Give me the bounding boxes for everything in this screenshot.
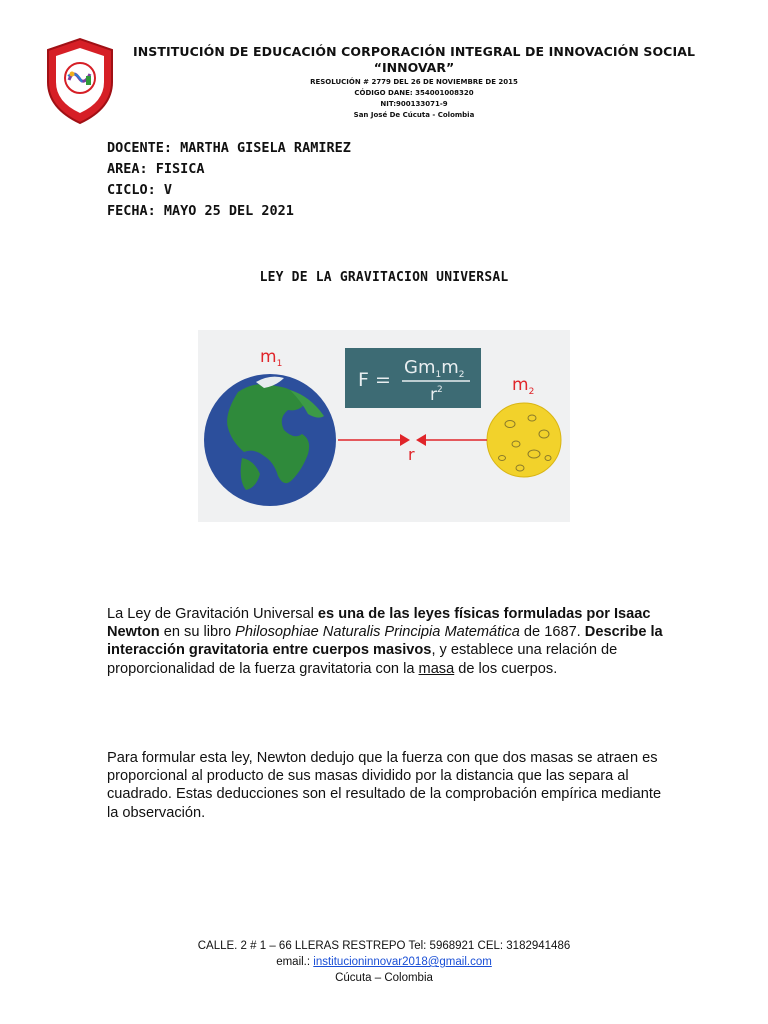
ciclo-line: CICLO: V [107, 182, 173, 198]
footer-email-line: email.: institucioninnovar2018@gmail.com [276, 956, 492, 968]
formula-lhs: F = [358, 369, 391, 391]
institution-logo [42, 36, 118, 126]
docente-line: DOCENTE: MARTHA GISELA RAMIREZ [107, 140, 351, 156]
paragraph-intro: La Ley de Gravitación Universal es una de las leyes físicas formuladas por Isaac Newton en su libro Philosophiae Naturalis Principia Matemática de 1687. Describe la interacción gravitatoria entre cuerpos masivos, y establece una relación de proporcionalidad de la fuerza gravitatoria con la masa de los cuerpos. [107, 606, 663, 677]
paragraph-deduction: Para formular esta ley, Newton dedujo que la fuerza con que dos masas se atraen es proporcional al producto de sus masas dividido por la distancia que las separa al cuadrado. Estas deducciones son el resultado de la comprobación empírica mediante la observación. [107, 750, 662, 821]
document-meta [107, 138, 351, 222]
force-arrows [338, 434, 487, 464]
gravitation-figure [198, 330, 570, 522]
footer-city: Cúcuta – Colombia [335, 972, 433, 984]
earth-illustration [204, 374, 336, 506]
institution-header [130, 44, 698, 121]
formula-numerator: $Gm_1m_2$ [404, 357, 465, 380]
formula-denominator: $r^2$ [430, 385, 443, 405]
mass1-label: $m_1$ [260, 347, 283, 369]
institution-name: INSTITUCIÓN DE EDUCACIÓN CORPORACIÓN INTEGRAL DE INNOVACIÓN SOCIAL [132, 44, 696, 59]
nit-text: NIT:900133071-9 [380, 100, 448, 108]
mass2-label: $m_2$ [512, 375, 535, 397]
formula-box [345, 348, 481, 408]
dane-code: CÓDIGO DANE: 354001008320 [354, 89, 474, 97]
page-footer [0, 938, 768, 986]
document-title: LEY DE LA GRAVITACION UNIVERSAL [259, 270, 509, 285]
moon-illustration [487, 403, 561, 477]
masa-link[interactable]: masa [418, 660, 455, 677]
fecha-line: FECHA: MAYO 25 DEL 2021 [107, 203, 294, 219]
location-text: San José De Cúcuta - Colombia [353, 111, 475, 119]
logo-label: INNOVAR [67, 97, 93, 103]
resolution-text: RESOLUCIÓN # 2779 DEL 26 DE NOVIEMBRE DE 2015 [310, 78, 518, 86]
footer-address: CALLE. 2 # 1 – 66 LLERAS RESTREPO Tel: 5968921 CEL: 3182941486 [197, 940, 571, 952]
area-line: AREA: FISICA [107, 161, 205, 177]
institution-short-name: “INNOVAR” [373, 60, 455, 75]
document-title-wrap [0, 268, 768, 286]
footer-email-link[interactable]: institucioninnovar2018@gmail.com [313, 956, 492, 968]
distance-label: r [408, 445, 415, 464]
